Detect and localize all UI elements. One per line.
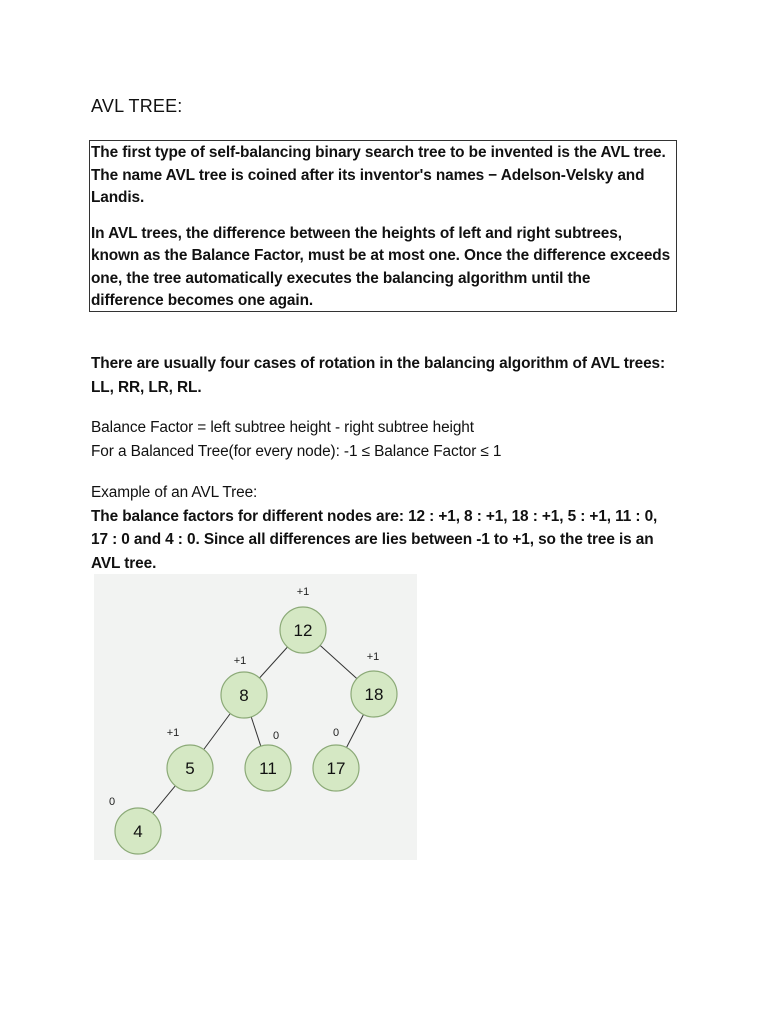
balance-factor-formula: Balance Factor = left subtree height - right subtree height <box>91 419 474 436</box>
text-line: known as the Balance Factor, must be at most one. Once the difference exceeds <box>91 247 671 264</box>
example-paragraph <box>91 481 691 575</box>
avl-tree-diagram <box>94 574 417 860</box>
text-line: Landis. <box>91 189 145 206</box>
page-title: AVL TREE: <box>91 96 183 116</box>
balance-factor-label: +1 <box>233 655 247 667</box>
text-line: In AVL trees, the difference between the heights of left and right subtrees, <box>91 224 622 242</box>
intro-paragraph-2 <box>91 223 676 313</box>
text-line: The balance factors for different nodes are: 12 : +1, 8 : +1, 18 : +1, 5 : +1, 11 : 0, <box>91 507 658 525</box>
balance-factor-label: 0 <box>332 727 340 739</box>
example-heading: Example of an AVL Tree: <box>91 484 258 501</box>
intro-box <box>89 140 677 312</box>
tree-node-18 <box>351 651 397 717</box>
balance-factor-paragraph <box>91 416 691 463</box>
balance-factor-label: 0 <box>272 730 280 742</box>
balance-factor-label: +1 <box>296 586 310 598</box>
text-line: AVL tree. <box>91 554 157 572</box>
tree-edge <box>251 717 261 746</box>
tree-node-8 <box>221 655 267 718</box>
balance-factor-label: +1 <box>166 727 180 739</box>
balance-factor-label: +1 <box>366 651 380 663</box>
tree-edge <box>320 645 357 678</box>
tree-node-key: 12 <box>293 621 313 640</box>
tree-node-key: 17 <box>326 759 346 778</box>
balanced-tree-condition: For a Balanced Tree(for every node): -1 ≤ Balance Factor ≤ 1 <box>91 442 502 460</box>
text-line: LL, RR, LR, RL. <box>91 378 202 396</box>
intro-paragraph-1 <box>91 142 676 210</box>
tree-edge <box>204 714 231 750</box>
text-line: difference becomes one again. <box>91 292 314 309</box>
text-line: one, the tree automatically executes the balancing algorithm until the <box>91 269 591 287</box>
balance-factor-label: 0 <box>108 796 116 808</box>
tree-edge <box>260 647 288 678</box>
avl-tree-figure <box>94 574 417 860</box>
tree-node-key: 18 <box>364 685 384 704</box>
rotation-cases-paragraph <box>91 352 691 399</box>
tree-node-11 <box>245 730 291 791</box>
tree-node-key: 4 <box>133 822 143 841</box>
tree-edge <box>347 715 364 748</box>
tree-node-key: 5 <box>185 759 195 778</box>
tree-node-12 <box>280 586 326 653</box>
tree-edge <box>153 786 176 814</box>
tree-node-key: 8 <box>239 686 249 705</box>
text-line: The name AVL tree is coined after its inventor's names − Adelson-Velsky and <box>91 166 645 184</box>
text-line: The first type of self-balancing binary search tree to be invented is the AVL tree. <box>91 144 666 161</box>
tree-node-4 <box>109 796 161 854</box>
tree-node-key: 11 <box>259 759 277 778</box>
text-line: 17 : 0 and 4 : 0. Since all differences are lies between -1 to +1, so the tree is an <box>91 531 654 548</box>
tree-node-5 <box>167 727 213 791</box>
text-line: There are usually four cases of rotation in the balancing algorithm of AVL trees: <box>91 355 666 372</box>
